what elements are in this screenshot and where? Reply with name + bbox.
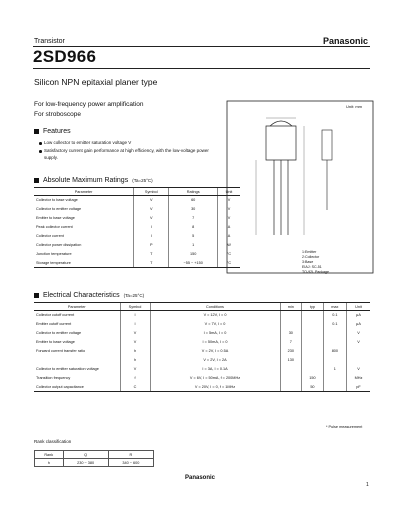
column-header: Ratings <box>169 188 218 196</box>
table-row <box>34 365 370 374</box>
table-cell: I = 5mA, I = 0 <box>150 329 280 338</box>
table-cell: h <box>35 459 64 467</box>
table-cell: V <box>346 365 370 374</box>
table-cell: 7 <box>280 338 302 347</box>
package-outline-diagram <box>226 100 376 275</box>
table-cell: μA <box>346 320 370 329</box>
legend-item: TO-92L Package <box>302 270 329 274</box>
table-cell: I <box>134 232 169 241</box>
table-cell <box>323 329 346 338</box>
table-cell <box>302 311 324 320</box>
table-cell <box>323 383 346 392</box>
table-cell: −55 ~ +150 <box>169 259 218 268</box>
table-cell: 150 <box>169 250 218 259</box>
table-cell: V = 20V, I = 0, f = 1MHz <box>150 383 280 392</box>
table-cell: I <box>120 311 150 320</box>
table-cell: Collector current <box>36 234 64 238</box>
table-cell: C <box>120 383 150 392</box>
rank-heading: Rank classification <box>34 439 72 444</box>
pulse-note: * Pulse measurement <box>326 425 363 429</box>
table-row <box>34 196 240 205</box>
column-header: min <box>280 303 302 311</box>
table-cell: pF <box>346 383 370 392</box>
table-cell: T <box>134 259 169 268</box>
table-cell: 60 <box>169 196 218 205</box>
table-cell: 230 ~ 380 <box>63 459 108 467</box>
table-cell <box>323 374 346 383</box>
table-cell: Collector to base voltage <box>36 198 78 203</box>
table-cell: 1 <box>323 365 346 374</box>
table-cell: R <box>108 451 153 459</box>
table-row <box>35 451 154 459</box>
legend-item: 2:Collector <box>302 255 320 259</box>
table-cell: V = 6V, I = 50mA, f = 200MHz <box>150 374 280 383</box>
part-number: 2SD966 <box>33 47 97 66</box>
column-header: Symbol <box>120 303 150 311</box>
table-cell: I <box>134 223 169 232</box>
table-cell: 30 <box>280 329 302 338</box>
table-cell <box>323 356 346 365</box>
application-2: For stroboscope <box>34 111 81 118</box>
table-cell: Peak collector current <box>36 225 73 229</box>
table-cell: V <box>217 205 240 214</box>
table-cell: 0.1 <box>323 311 346 320</box>
table-cell: V <box>346 329 370 338</box>
table-cell: Rank <box>35 451 64 459</box>
table-cell: W <box>217 241 240 250</box>
table-row <box>34 356 370 365</box>
table-cell: V = 12V, I = 0 <box>150 311 280 320</box>
table-cell <box>346 356 370 365</box>
table-cell: A <box>217 223 240 232</box>
table-cell <box>280 365 302 374</box>
table-cell: 50 <box>302 383 324 392</box>
table-cell: V <box>120 338 150 347</box>
table-cell: A <box>217 232 240 241</box>
table-cell: 8 <box>169 223 218 232</box>
table-row <box>34 241 240 250</box>
features-heading-text: Features <box>43 128 71 135</box>
table-cell: T <box>134 250 169 259</box>
table-row <box>35 459 154 467</box>
elec-condition: (Ta=25°C) <box>123 293 145 298</box>
table-cell: 1 <box>169 241 218 250</box>
table-cell: Collector to emitter voltage <box>36 331 82 335</box>
table-cell: Collector output capacitance <box>34 383 120 392</box>
package-legend <box>302 250 329 275</box>
table-cell: V <box>217 196 240 205</box>
table-cell <box>323 338 346 347</box>
table-cell: h <box>120 356 150 365</box>
table-cell: V = 2V, I = 0.5A <box>150 347 280 356</box>
table-cell: Emitter to base voltage <box>36 340 75 344</box>
table-row <box>34 383 370 392</box>
table-cell: 30 <box>169 205 218 214</box>
column-header: Unit <box>217 188 240 196</box>
column-header: Unit <box>346 303 370 311</box>
column-header: Conditions <box>150 303 280 311</box>
table-row <box>34 320 370 329</box>
table-cell <box>302 338 324 347</box>
elec-heading-text: Electrical Characteristics <box>43 292 120 299</box>
table-cell: V <box>120 365 150 374</box>
table-cell: 800 <box>323 347 346 356</box>
table-cell: 230 <box>280 347 302 356</box>
category-label: Transistor <box>34 38 65 45</box>
electrical-table <box>34 302 370 392</box>
column-header: Parameter <box>34 303 120 311</box>
table-cell <box>346 347 370 356</box>
table-cell: V <box>134 196 169 205</box>
feature-item-2 <box>44 148 224 161</box>
table-cell: Junction temperature <box>36 252 72 256</box>
table-cell <box>280 383 302 392</box>
column-header: Parameter <box>34 188 134 196</box>
table-cell: Collector cutoff current <box>36 313 75 318</box>
table-cell: Transition frequency <box>36 376 71 380</box>
table-cell: V <box>134 214 169 223</box>
column-header: Symbol <box>134 188 169 196</box>
table-row <box>34 205 240 214</box>
feature-item-1 <box>44 140 224 147</box>
table-cell: 5 <box>169 232 218 241</box>
table-cell <box>302 329 324 338</box>
table-cell: MHz <box>346 374 370 383</box>
table-cell: °C <box>217 259 240 268</box>
table-cell: 150 <box>302 374 324 383</box>
brand-logo: Panasonic <box>322 36 368 46</box>
table-cell: Emitter to base voltage <box>36 216 75 220</box>
table-cell: Forward current transfer ratio <box>36 349 86 353</box>
abs-max-table <box>34 187 240 268</box>
table-row <box>34 232 240 241</box>
bullet-square-icon <box>34 178 39 183</box>
table-row <box>34 311 370 320</box>
table-cell <box>280 311 302 320</box>
bullet-square-icon <box>34 293 39 298</box>
table-cell: V = 7V, I = 0 <box>150 320 280 329</box>
legend-item: 3:Base <box>302 260 314 264</box>
table-row <box>34 214 240 223</box>
table-cell: °C <box>217 250 240 259</box>
table-cell: Collector to emitter saturation voltage <box>36 367 99 371</box>
table-cell: V <box>346 338 370 347</box>
table-cell: I <box>120 320 150 329</box>
bullet-dot-icon <box>39 150 42 153</box>
table-row <box>34 374 370 383</box>
subtitle: Silicon NPN epitaxial planer type <box>34 77 158 87</box>
legend-item: 1:Emitter <box>302 250 317 254</box>
table-cell: 0.1 <box>323 320 346 329</box>
table-cell: h <box>120 347 150 356</box>
table-cell: μA <box>346 311 370 320</box>
rank-table <box>34 450 154 467</box>
abs-max-heading-text: Absolute Maximum Ratings <box>43 177 129 184</box>
table-cell: 130 <box>280 356 302 365</box>
table-cell: 7 <box>169 214 218 223</box>
table-cell <box>302 347 324 356</box>
table-cell <box>302 365 324 374</box>
table-cell: Collector power dissipation <box>36 243 82 247</box>
table-cell <box>34 356 120 365</box>
bullet-square-icon <box>34 129 39 134</box>
table-cell: I = 3A, I = 0.1A <box>150 365 280 374</box>
application-1: For low-frequency power amplification <box>34 101 144 108</box>
table-cell: V <box>120 329 150 338</box>
table-cell: V = 2V, I = 2A <box>150 356 280 365</box>
table-cell <box>280 374 302 383</box>
column-header: typ <box>302 303 324 311</box>
table-cell <box>302 356 324 365</box>
bullet-dot-icon <box>39 142 42 145</box>
feature-text-2: Satisfactory current gain performance at high efficiency, with the low-voltage power supply. <box>44 148 209 160</box>
table-header-row <box>34 303 370 311</box>
table-row <box>34 338 370 347</box>
abs-max-heading <box>34 177 153 184</box>
table-row <box>34 329 370 338</box>
table-cell <box>302 320 324 329</box>
footer-brand: Panasonic <box>184 475 215 481</box>
page-number: 1 <box>366 482 369 488</box>
table-row <box>34 223 240 232</box>
table-cell: 340 ~ 600 <box>108 459 153 467</box>
features-heading <box>34 128 71 135</box>
table-cell: Storage temperature <box>34 259 134 268</box>
table-cell: P <box>134 241 169 250</box>
abs-max-condition: (Ta=25°C) <box>132 178 153 183</box>
unit-label: Unit: mm <box>346 104 362 109</box>
table-cell: f <box>120 374 150 383</box>
table-cell: Collector to emitter voltage <box>36 207 82 211</box>
table-cell: I = 50mA, I = 0 <box>150 338 280 347</box>
table-cell: V <box>134 205 169 214</box>
legend-item: EIAJ: SC-51 <box>302 265 322 269</box>
feature-text-1: Low collector to emitter saturation voltage V <box>44 140 132 145</box>
table-cell: Emitter cutoff current <box>36 322 72 326</box>
table-cell <box>280 320 302 329</box>
table-cell: Q <box>63 451 108 459</box>
table-row <box>34 347 370 356</box>
table-row <box>34 259 240 268</box>
table-row <box>34 250 240 259</box>
elec-heading <box>34 292 144 299</box>
column-header: max <box>323 303 346 311</box>
table-cell: V <box>217 214 240 223</box>
title-rule <box>33 68 370 69</box>
table-header-row <box>34 188 240 196</box>
